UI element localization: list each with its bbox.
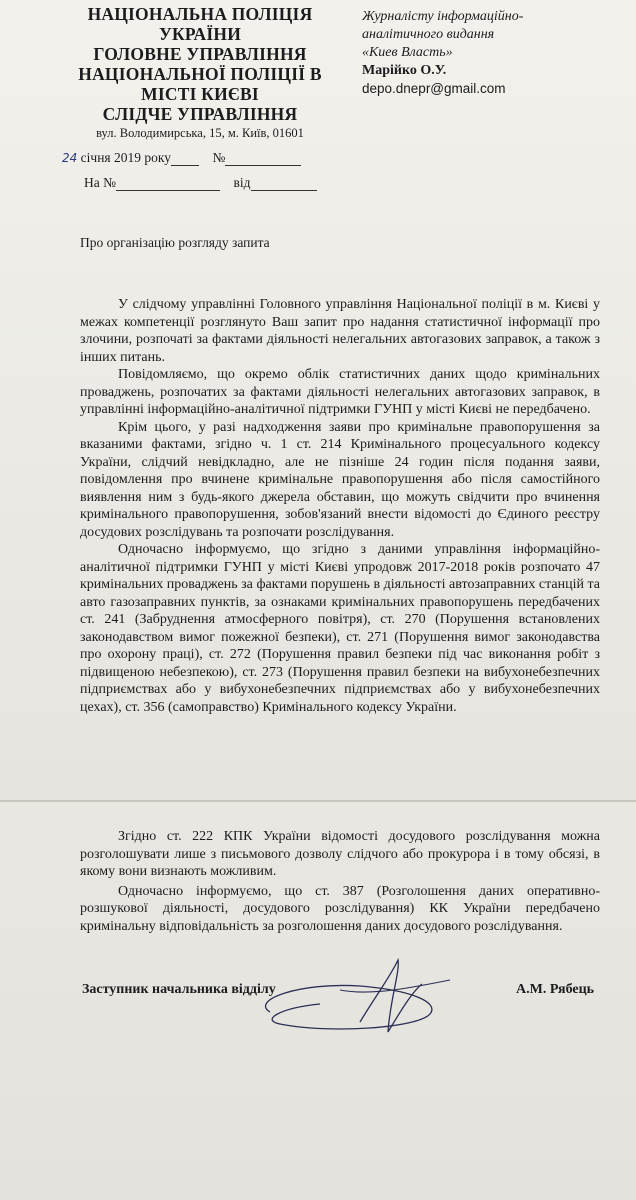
ref-from-label: від	[233, 175, 251, 190]
reference-line	[84, 175, 317, 191]
org-line: СЛІДЧЕ УПРАВЛІННЯ	[102, 104, 298, 124]
org-line: НАЦІОНАЛЬНОЇ ПОЛІЦІЇ В	[78, 64, 322, 84]
body-paragraph: Згідно ст. 222 КПК України відомості досудового розслідування можна розголошувати лише з письмового дозволу слідчого або прокурора і в тому обсязі, в якому вони визнають можливим.	[80, 829, 600, 879]
recipient-line: Журналісту інформаційно-	[362, 9, 524, 24]
date-line	[62, 150, 301, 166]
body-paragraph: Крім цього, у разі надходження заяви про кримінальне правопорушення за вказаними фактами, згідно ч. 1 ст. 214 Кримінального процесуального кодексу України, слідчий невідкладно, але не пізніше 24 годин після подання заяви, повідомлення про вчинене кримінальне правопорушення або після самостійного виявлення ним з будь-якого джерела обставин, що можуть свідчити про вчинення кримінального правопорушення, зобов'язаний внести відомості до Єдиного реєстру досудових розслідувань та розпочати розслідування.	[80, 419, 600, 540]
body-paragraph: У слідчому управлінні Головного управління Національної поліції в м. Києві у межах компетенції розглянуто Ваш запит про надання статистичної інформації про злочини, розпочаті за фактами діяльності нелегальних автогазових заправок, а також з інших питань.	[80, 297, 600, 365]
recipient-email: depo.dnepr@gmail.com	[362, 81, 506, 96]
recipient-line: аналітичного видання	[362, 27, 495, 42]
org-address: вул. Володимирська, 15, м. Київ, 01601	[96, 126, 304, 140]
date-day-handwritten: 24	[62, 151, 78, 165]
recipient-block	[362, 8, 632, 98]
org-line: НАЦІОНАЛЬНА ПОЛІЦІЯ	[87, 4, 313, 24]
organization-header	[66, 4, 334, 124]
number-label: №	[212, 150, 226, 165]
ref-label: На №	[84, 175, 116, 190]
org-line: ГОЛОВНЕ УПРАВЛІННЯ	[93, 44, 307, 64]
date-text: січня 2019 року	[80, 150, 171, 165]
recipient-line: «Киев Власть»	[362, 45, 453, 60]
handwritten-signature	[240, 942, 460, 1052]
letter-subject: Про організацію розгляду запита	[80, 235, 270, 250]
signer-title: Заступник начальника відділу	[82, 982, 276, 997]
org-line: МІСТІ КИЄВІ	[141, 84, 259, 104]
recipient-name: Марійко О.У.	[362, 63, 447, 78]
body-paragraph: Одночасно інформуємо, що ст. 387 (Розголошення даних оперативно-розшукової діяльності, досудового розслідування) КК України передбачено кримінальну відповідальність за розголошення даних досудового розслідування.	[80, 883, 600, 934]
org-line: УКРАЇНИ	[158, 24, 242, 44]
letter-body-page-2	[80, 828, 600, 935]
signer-name: А.М. Рябець	[516, 982, 595, 997]
body-paragraph: Повідомляємо, що окремо облік статистичних даних щодо кримінальних проваджень, розпочатих за фактами діяльності нелегальних автогазових заправок, в управлінні інформаційно-аналітичної підтримки ГУНП у місті Києві не передбачено.	[80, 367, 600, 417]
body-paragraph: Одночасно інформуємо, що згідно з даними управління інформаційно-аналітичної підтримки ГУНП у місті Києві упродовж 2017-2018 років розпочато 47 кримінальних проваджень за фактами порушень в діяльності автозаправних станцій та авто газозаправних пунктів, за ознаками кримінальних правопорушень передбачених ст. 241 (Забруднення атмосферного повітря), ст. 270 (Порушення встановлених законодавством вимог пожежної безпеки), ст. 271 (Порушення вимог законодавства про охорону праці), ст. 272 (Порушення правил безпеки під час виконання робіт з підвищеною небезпекою), ст. 273 (Порушення правил безпеки на вибухонебезпечних підприємствах або у вибухонебезпечних підприємствах або у вибухонебезпечних цехах), ст. 356 (самоправство) Кримінального кодексу України.	[80, 542, 600, 715]
letter-body-page-1	[80, 296, 600, 716]
